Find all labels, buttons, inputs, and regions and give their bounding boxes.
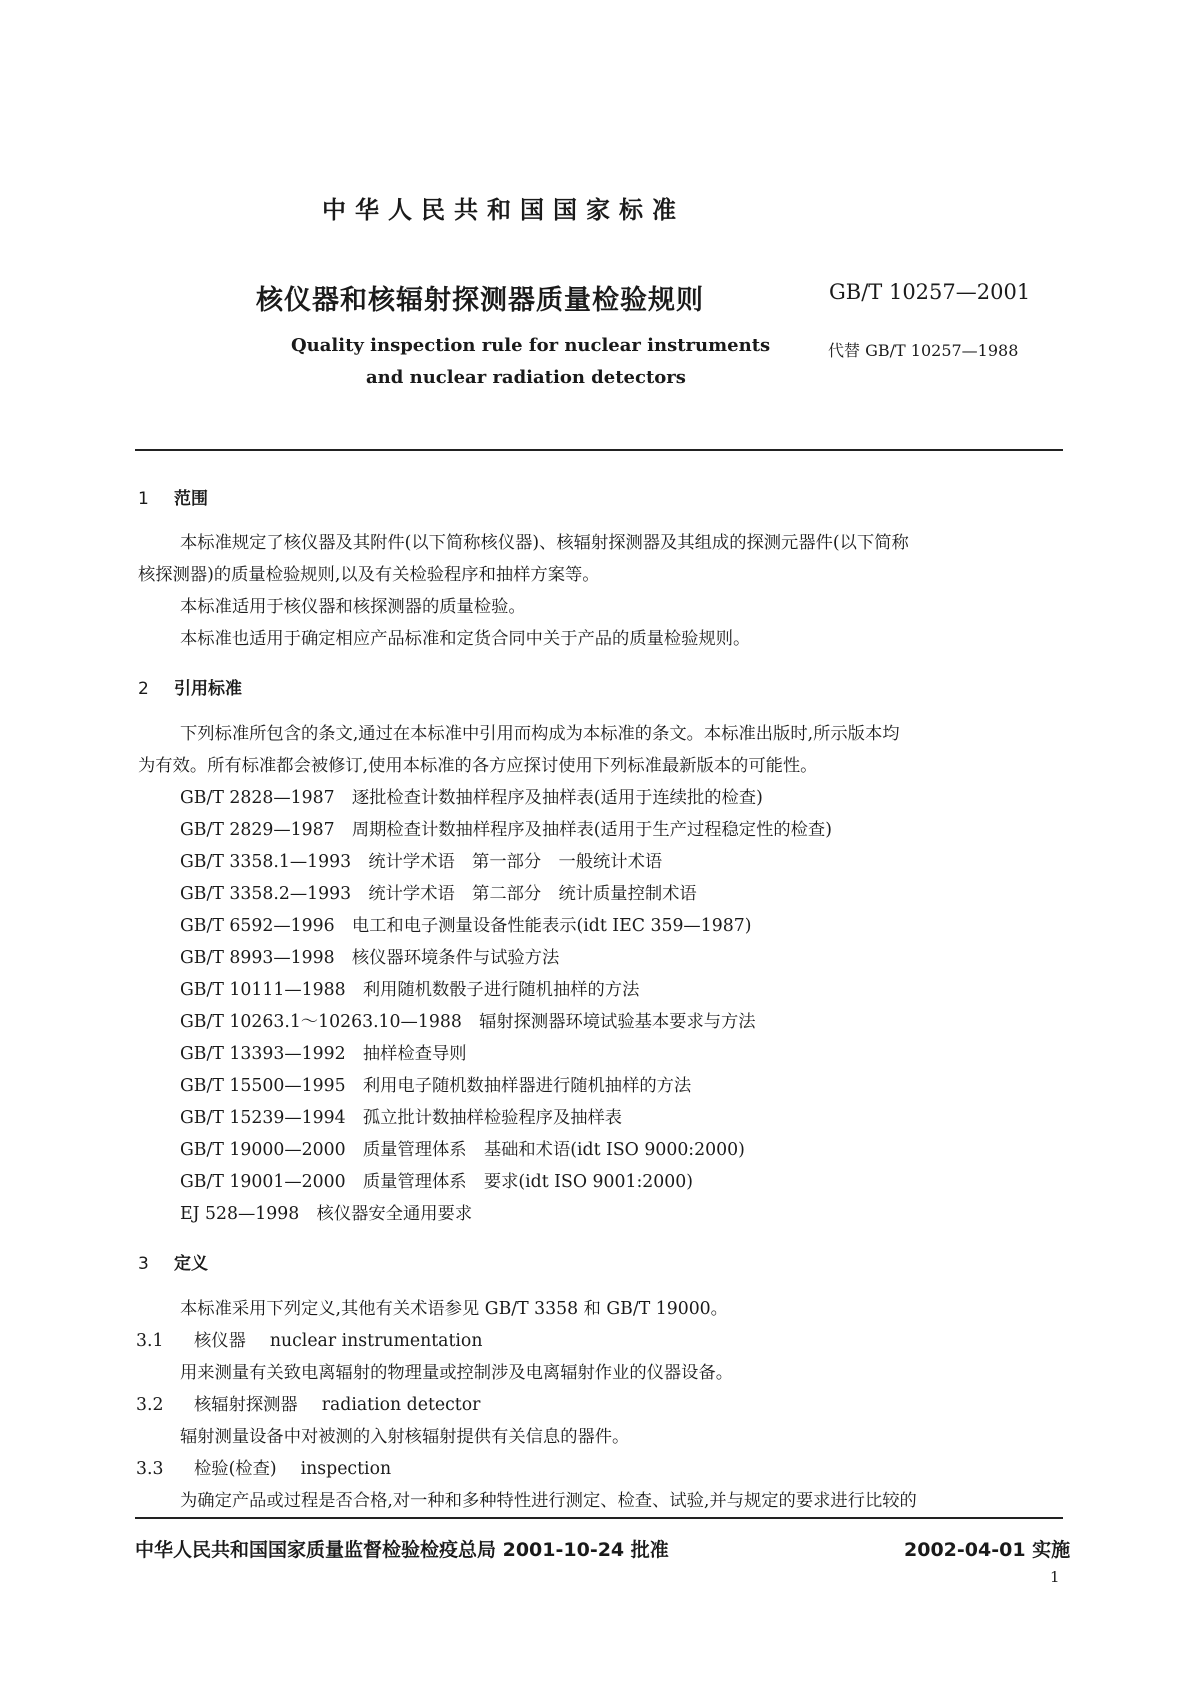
section-number: 3: [138, 1254, 149, 1274]
replaces-standard: 代替 GB/T 10257—1988: [828, 341, 1019, 360]
reference-item: GB/T 13393—1992 抽样检查导则: [180, 1044, 467, 1064]
definition-term: 核仪器: [194, 1331, 246, 1351]
section-title: 引用标准: [174, 679, 242, 699]
definition-3-3-text: 为确定产品或过程是否合格,对一种和多种特性进行测定、检查、试验,并与规定的要求进行比较的: [180, 1491, 917, 1511]
definition-3-2-heading: [136, 1390, 480, 1415]
section-title: 范围: [174, 489, 208, 509]
implementation-date: 2002-04-01 实施: [904, 1539, 1071, 1561]
definition-number: 3.3: [136, 1459, 164, 1479]
section-1-paragraph-2: 本标准适用于核仪器和核探测器的质量检验。: [180, 597, 526, 617]
section-1-paragraph-3: 本标准也适用于确定相应产品标准和定货合同中关于产品的质量检验规则。: [180, 629, 751, 649]
document-title-en-line1: Quality inspection rule for nuclear instruments: [291, 335, 771, 356]
national-standard-heading: 中华人民共和国国家标准: [322, 196, 685, 224]
definition-3-1-text: 用来测量有关致电离辐射的物理量或控制涉及电离辐射作业的仪器设备。: [180, 1363, 734, 1383]
section-2-intro-line-2: 为有效。所有标准都会被修订,使用本标准的各方应探讨使用下列标准最新版本的可能性。: [138, 756, 818, 776]
section-number: 1: [138, 489, 149, 509]
document-title-cn: 核仪器和核辐射探测器质量检验规则: [256, 285, 704, 316]
section-1-heading: [138, 484, 208, 509]
document-title-en-line2: and nuclear radiation detectors: [366, 367, 686, 388]
definition-term-english: radiation detector: [321, 1395, 481, 1415]
section-number: 2: [138, 679, 149, 699]
section-3-heading: [138, 1249, 208, 1274]
section-3-intro: 本标准采用下列定义,其他有关术语参见 GB/T 3358 和 GB/T 19000。: [180, 1299, 728, 1319]
definition-3-2-text: 辐射测量设备中对被测的入射核辐射提供有关信息的器件。: [180, 1427, 630, 1447]
reference-item: GB/T 8993—1998 核仪器环境条件与试验方法: [180, 948, 560, 968]
page-number: 1: [1050, 1568, 1060, 1586]
section-1-paragraph-1-line-1: 本标准规定了核仪器及其附件(以下简称核仪器)、核辐射探测器及其组成的探测元器件(以下简称: [180, 533, 909, 553]
section-1-paragraph-1-line-2: 核探测器)的质量检验规则,以及有关检验程序和抽样方案等。: [138, 565, 600, 585]
reference-item: GB/T 2828—1987 逐批检查计数抽样程序及抽样表(适用于连续批的检查): [180, 788, 763, 808]
section-2-intro-line-1: 下列标准所包含的条文,通过在本标准中引用而构成为本标准的条文。本标准出版时,所示版本均: [180, 724, 900, 744]
reference-item: GB/T 19000—2000 质量管理体系 基础和术语(idt ISO 9000:2000): [180, 1140, 745, 1160]
standard-number: GB/T 10257—2001: [829, 280, 1031, 304]
reference-item: GB/T 6592—1996 电工和电子测量设备性能表示(idt IEC 359—1987): [180, 916, 752, 936]
definition-3-3-heading: [136, 1454, 391, 1479]
section-2-heading: [138, 674, 242, 699]
definition-term-english: nuclear instrumentation: [269, 1331, 483, 1351]
approval-statement: 中华人民共和国国家质量监督检验检疫总局 2001-10-24 批准: [135, 1539, 669, 1561]
reference-item: GB/T 19001—2000 质量管理体系 要求(idt ISO 9001:2000): [180, 1172, 694, 1192]
footer-divider: [135, 1517, 1063, 1519]
reference-item: GB/T 10111—1988 利用随机数骰子进行随机抽样的方法: [180, 980, 640, 1000]
reference-item: EJ 528—1998 核仪器安全通用要求: [180, 1204, 473, 1224]
reference-item: GB/T 3358.1—1993 统计学术语 第一部分 一般统计术语: [180, 852, 663, 872]
definition-3-1-heading: [136, 1326, 482, 1351]
reference-item: GB/T 15239—1994 孤立批计数抽样检验程序及抽样表: [180, 1108, 623, 1128]
reference-item: GB/T 3358.2—1993 统计学术语 第二部分 统计质量控制术语: [180, 884, 697, 904]
definition-term: 核辐射探测器: [194, 1395, 298, 1415]
reference-item: GB/T 10263.1～10263.10—1988 辐射探测器环境试验基本要求与方法: [180, 1012, 756, 1032]
definition-number: 3.1: [136, 1331, 164, 1351]
definition-term: 检验(检查): [194, 1459, 277, 1479]
definition-term-english: inspection: [300, 1459, 392, 1479]
header-divider: [135, 449, 1063, 451]
section-title: 定义: [174, 1254, 208, 1274]
reference-item: GB/T 2829—1987 周期检查计数抽样程序及抽样表(适用于生产过程稳定性的检查): [180, 820, 832, 840]
reference-item: GB/T 15500—1995 利用电子随机数抽样器进行随机抽样的方法: [180, 1076, 692, 1096]
definition-number: 3.2: [136, 1395, 164, 1415]
